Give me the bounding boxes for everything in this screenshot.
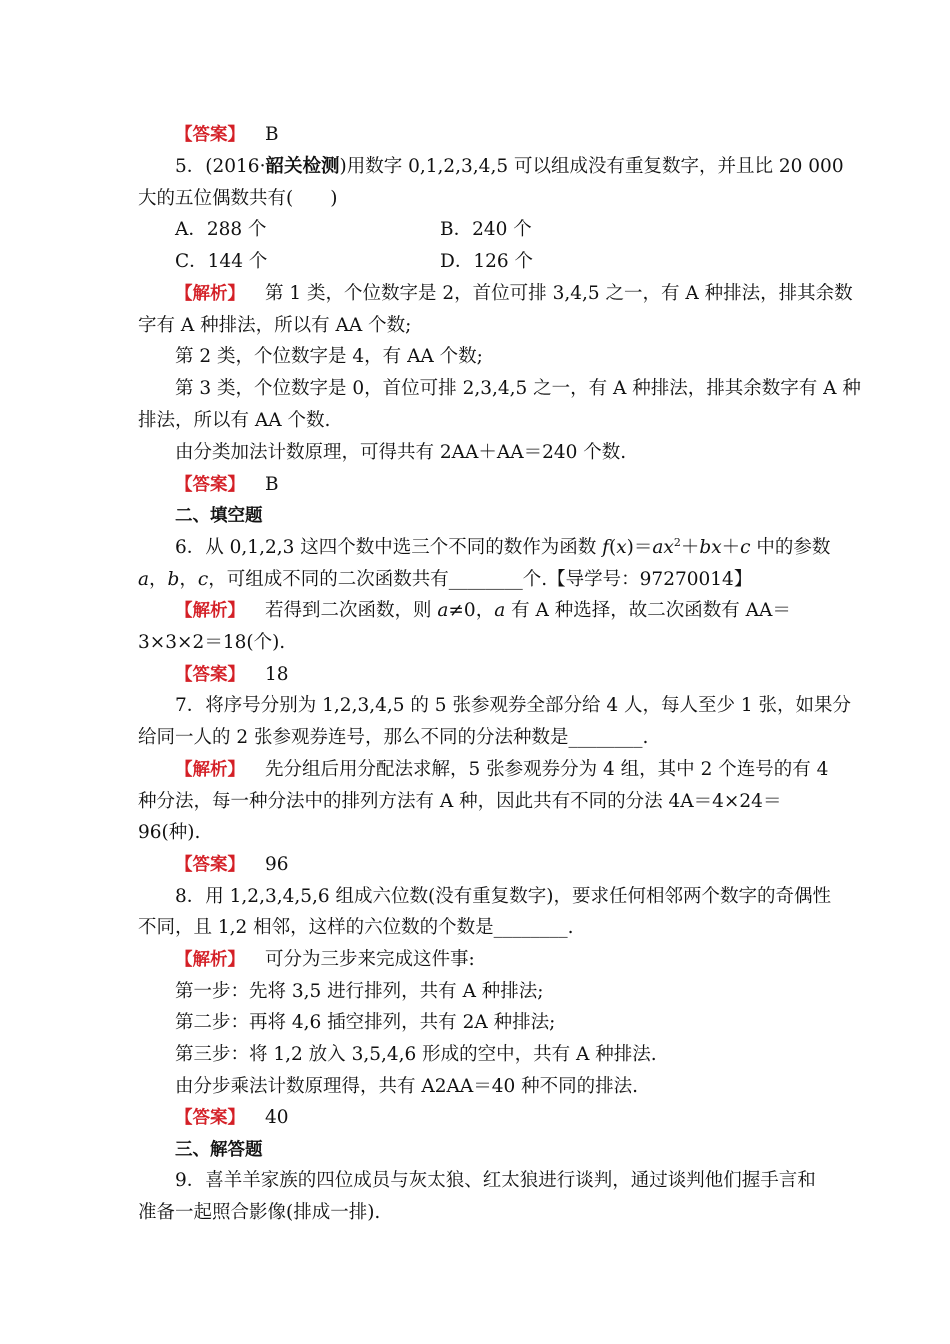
question-6-line-2 <box>138 565 752 595</box>
q6-var-x: x <box>616 537 627 558</box>
section-heading-solutions: 三、解答题 <box>175 1140 263 1160</box>
answer-row-5 <box>175 470 279 500</box>
analysis-7-line-1 <box>175 755 828 785</box>
analysis-text: ≠0， <box>448 600 495 621</box>
option-d: D．126 个 <box>440 251 534 272</box>
q6-var-f: f <box>602 537 609 558</box>
section-heading-fill-in: 二、填空题 <box>175 506 263 526</box>
source-year: 2016· <box>212 156 266 177</box>
answer-row-7 <box>175 850 289 880</box>
answer-value: B <box>265 474 279 495</box>
answer-tag: 【答案】 <box>175 665 245 685</box>
q6-eq: )＝ <box>626 537 653 558</box>
answer-tag: 【答案】 <box>175 475 245 495</box>
analysis-tag: 【解析】 <box>175 760 245 780</box>
question-6-line-1 <box>175 533 830 563</box>
question-9-line-1: 9．喜羊羊家族的四位成员与灰太狼、红太狼进行谈判，通过谈判他们握手言和 <box>175 1170 816 1191</box>
answer-value: 40 <box>265 1107 289 1128</box>
analysis-8-line-5: 由分步乘法计数原理得，共有 A2AA＝40 种不同的排法. <box>175 1076 639 1097</box>
analysis-tag: 【解析】 <box>175 284 245 304</box>
analysis-7-line-3: 96(种). <box>138 822 201 843</box>
analysis-8-line-3: 第二步：再将 4,6 插空排列，共有 2A 种排法; <box>175 1012 556 1033</box>
question-8-line-2: 不同，且 1,2 相邻，这样的六位数的个数是________. <box>138 917 574 938</box>
q6-c: c <box>740 537 751 558</box>
analysis-tag: 【解析】 <box>175 950 245 970</box>
question-8-line-1: 8．用 1,2,3,4,5,6 组成六位数(没有重复数字)，要求任何相邻两个数字的奇偶性 <box>175 886 831 907</box>
analysis-8-line-4: 第三步：将 1,2 放入 3,5,4,6 形成的空中，共有 A 种排法. <box>175 1044 657 1065</box>
q6-exponent: 2 <box>673 535 681 549</box>
q6-var-c: c <box>197 569 209 590</box>
var-a: a <box>494 600 506 621</box>
analysis-6-line-2: 3×3×2＝18(个). <box>138 632 286 653</box>
analysis-6-line-1 <box>175 596 791 626</box>
q6-text: 6．从 0,1,2,3 这四个数中选三个不同的数作为函数 <box>175 537 603 558</box>
answer-tag: 【答案】 <box>175 1108 245 1128</box>
question-number: 5．( <box>175 156 213 177</box>
analysis-5-line-3: 第 2 类，个位数字是 4，有 AA 个数; <box>175 346 483 367</box>
analysis-text: 先分组后用分配法求解，5 张参观券分为 4 组，其中 2 个连号的有 4 <box>265 759 829 780</box>
analysis-tag: 【解析】 <box>175 601 245 621</box>
answer-row-8 <box>175 1103 289 1133</box>
q6-text: ，可组成不同的二次函数共有________个.【导学号：97270014】 <box>208 569 753 590</box>
q6-text: 中的参数 <box>750 537 831 558</box>
q6-ax: ax <box>652 537 674 558</box>
answer-tag: 【答案】 <box>175 125 245 145</box>
analysis-text: 第 1 类，个位数字是 2，首位可排 3,4,5 之一，有 A 种排法，排其余数 <box>265 283 853 304</box>
analysis-5-line-1 <box>175 279 853 309</box>
analysis-5-line-4: 第 3 类，个位数字是 0，首位可排 2,3,4,5 之一，有 A 种排法，排其余数字有 A 种 <box>175 378 861 399</box>
q6-plus: ＋ <box>680 537 700 558</box>
question-text: )用数字 0,1,2,3,4,5 可以组成没有重复数字，并且比 20 000 <box>339 156 844 177</box>
q6-var-b: b <box>167 569 180 590</box>
answer-value: B <box>265 124 279 145</box>
question-9-line-2: 准备一起照合影像(排成一排). <box>138 1202 381 1223</box>
q6-plus: ＋ <box>721 537 741 558</box>
option-c: C．144 个 <box>175 251 268 272</box>
var-a: a <box>437 600 449 621</box>
source-name: 韶关检测 <box>265 156 340 177</box>
analysis-5-line-2: 字有 A 种排法，所以有 AA 个数; <box>138 315 412 336</box>
analysis-5-line-6: 由分类加法计数原理，可得共有 2AA＋AA＝240 个数. <box>175 442 627 463</box>
analysis-8-line-2: 第一步：先将 3,5 进行排列，共有 A 种排法; <box>175 981 544 1002</box>
answer-value: 96 <box>265 854 289 875</box>
q6-var-a: a <box>138 569 150 590</box>
answer-value: 18 <box>265 664 289 685</box>
question-5-line-2: 大的五位偶数共有( ) <box>138 188 338 209</box>
analysis-8-line-1 <box>175 945 475 975</box>
answer-row-6 <box>175 660 289 690</box>
option-b: B．240 个 <box>440 219 532 240</box>
question-5-line-1 <box>175 152 844 182</box>
analysis-7-line-2: 种分法，每一种分法中的排列方法有 A 种，因此共有不同的分法 4A＝4×24＝ <box>138 791 782 812</box>
analysis-text: 若得到二次函数，则 <box>265 600 438 621</box>
q6-comma: ， <box>179 569 198 590</box>
answer-row-4 <box>175 120 279 150</box>
question-7-line-1: 7．将序号分别为 1,2,3,4,5 的 5 张参观券全部分给 4 人，每人至少 1 张，如果分 <box>175 695 852 716</box>
analysis-text: 有 A 种选择，故二次函数有 AA＝ <box>505 600 791 621</box>
answer-tag: 【答案】 <box>175 855 245 875</box>
q6-comma: ， <box>149 569 168 590</box>
analysis-text: 可分为三步来完成这件事: <box>265 949 475 970</box>
q6-bx: bx <box>699 537 722 558</box>
option-a: A．288 个 <box>175 219 267 240</box>
analysis-5-line-5: 排法，所以有 AA 个数. <box>138 410 331 431</box>
q6-paren: ( <box>609 537 617 558</box>
question-7-line-2: 给同一人的 2 张参观券连号，那么不同的分法种数是________. <box>138 727 649 748</box>
